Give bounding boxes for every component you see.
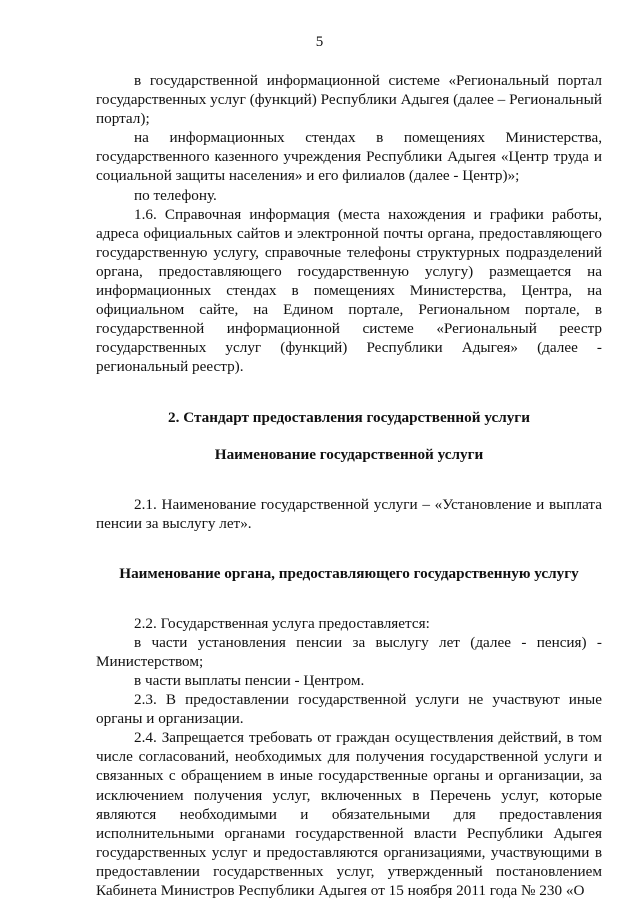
paragraph-2-2: 2.2. Государственная услуга предоставляется: (134, 614, 430, 632)
document-body (96, 71, 602, 900)
paragraph-regional-portal: в государственной информационной системе «Региональный портал государственных услуг (функций) Республики Адыгея (далее – Региональный портал); (96, 72, 602, 128)
paragraph-2-2-ministry: в части установления пенсии за выслугу лет (далее - пенсия) - Министерством; (96, 633, 602, 670)
paragraph-by-phone: по телефону. (134, 186, 217, 204)
section-2-heading: 2. Стандарт предоставления государственной услуги (168, 408, 530, 426)
paragraph-info-stands: на информационных стендах в помещениях Министерства, государственного казенного учреждения Республики Адыгея «Центр труда и социальной защиты населения» и его филиалов (далее - Центр)»; (96, 129, 602, 185)
organ-heading: Наименование органа, предоставляющего государственную услугу (119, 564, 579, 582)
paragraph-2-1: 2.1. Наименование государственной услуги – «Установление и выплата пенсии за выслугу лет». (96, 495, 602, 532)
paragraph-2-4: 2.4. Запрещается требовать от граждан осуществления действий, в том числе согласований, необходимых для получения государственной услуги и связанных с обращением в иные государственные органы и организации, за исключением получения услуг, включенных в Перечень услуг, которые являются необходимыми и обязательными для предоставления исполнительными органами государственной власти Республики Адыгея государственных услуг и предоставляются организациями, участвующими в предоставлении государственных услуг, утвержденный постановлением Кабинета Министров Республики Адыгея от 15 ноября 2011 года № 230 «О (96, 729, 602, 899)
paragraph-2-3: 2.3. В предоставлении государственной услуги не участвуют иные органы и организации. (96, 691, 602, 728)
service-name-heading: Наименование государственной услуги (214, 445, 484, 463)
paragraph-1-6: 1.6. Справочная информация (места нахождения и графики работы, адреса официальных сайтов и электронной почты органа, предоставляющего государственную услугу, справочные телефоны структурных подразделений органа, предоставляющего государственную услугу) размещается на информационных стендах в помещениях Министерства, Центра, на официальном сайте, на Едином портале, Региональном портале, в государственной информационной системе «Региональный реестр государственных услуг (функций) Республики Адыгея» (далее - региональный реестр). (96, 205, 602, 376)
page-number: 5 (315, 34, 324, 50)
paragraph-2-2-center: в части выплаты пенсии - Центром. (134, 671, 365, 689)
